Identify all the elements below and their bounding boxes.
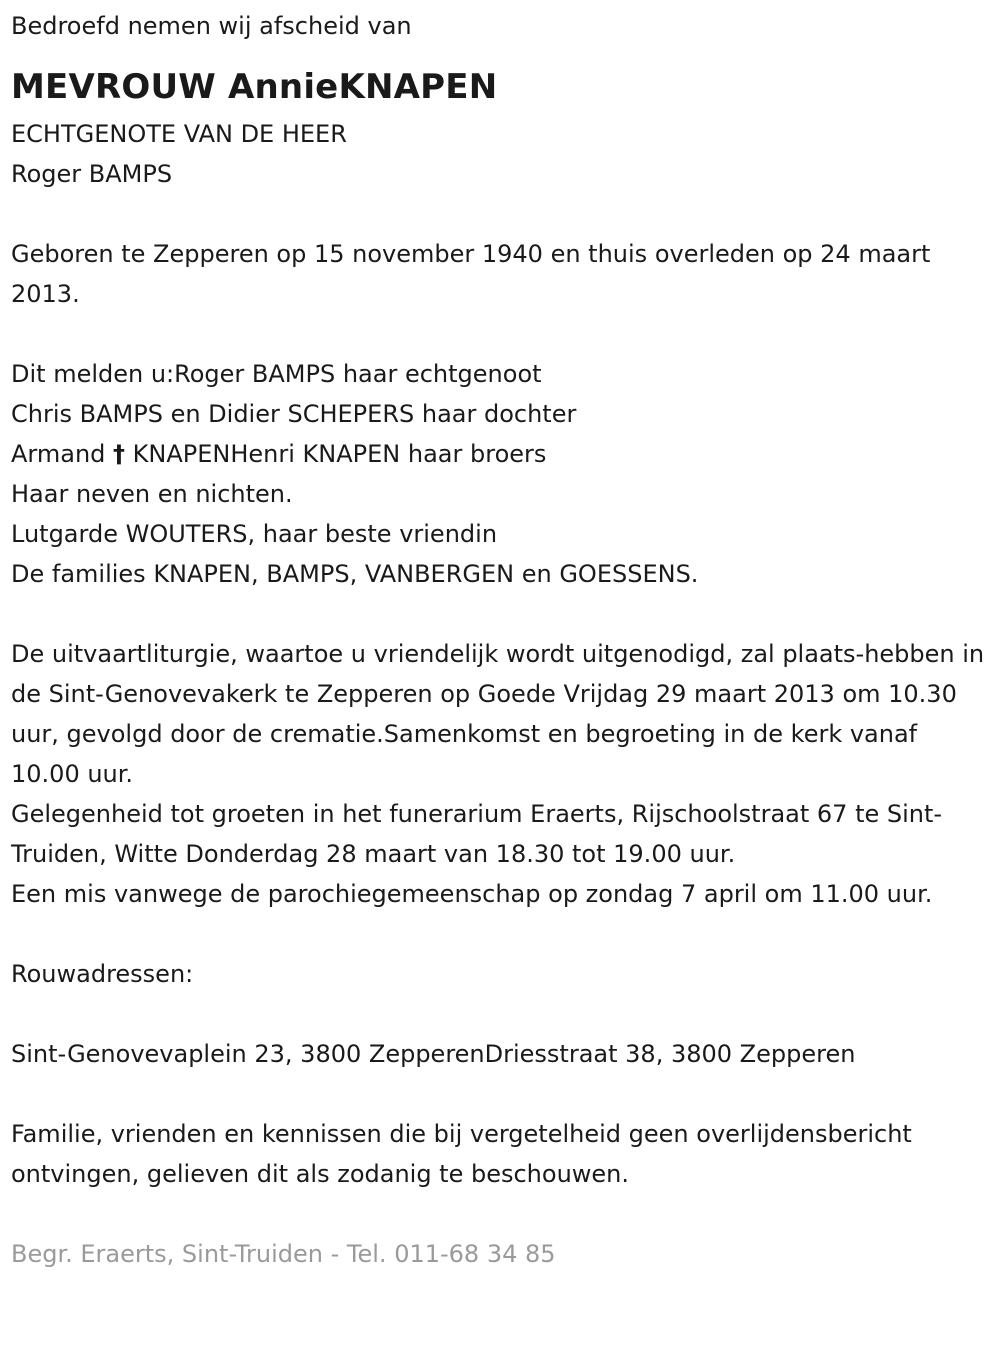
relative-line: Haar neven en nichten. [11, 480, 293, 508]
relative-line: De families KNAPEN, BAMPS, VANBERGEN en GOESSENS. [11, 560, 699, 588]
spacer [11, 994, 986, 1034]
relative-line: Chris BAMPS en Didier SCHEPERS haar dochter [11, 400, 577, 428]
intro-text: Bedroefd nemen wij afscheid van [11, 12, 412, 40]
spacer [11, 314, 986, 354]
spouse-name: Roger BAMPS [11, 160, 173, 188]
spacer [11, 1194, 986, 1234]
relatives-list [11, 354, 986, 594]
spacer [11, 1074, 986, 1114]
spacer [11, 594, 986, 634]
closing-text: Familie, vrienden en kennissen die bij vergetelheid geen overlijdensbericht ontvingen, gelieven dit als zodanig te beschouwen. [11, 1120, 912, 1188]
spacer [11, 194, 986, 234]
spacer [11, 914, 986, 954]
cross-icon: † [113, 440, 126, 468]
addresses-label: Rouwadressen: [11, 960, 194, 988]
deceased-name: MEVROUW AnnieKNAPEN [11, 67, 498, 107]
relative-text: Armand [11, 440, 114, 468]
relative-line [11, 434, 986, 474]
relative-line: Lutgarde WOUTERS, haar beste vriendin [11, 520, 498, 548]
relative-text: KNAPENHenri KNAPEN haar broers [125, 440, 547, 468]
undertaker-footer: Begr. Eraerts, Sint-Truiden - Tel. 011-68 34 85 [11, 1240, 556, 1268]
addresses-value: Sint-Genovevaplein 23, 3800 ZepperenDriesstraat 38, 3800 Zepperen [11, 1040, 856, 1068]
liturgy-text: De uitvaartliturgie, waartoe u vriendelijk wordt uitgenodigd, zal plaats-hebben in de Sint-Genovevakerk te Zepperen op Goede Vrijdag 29 maart 2013 om 10.30 uur, gevolgd door de crematie.Samenkomst en begroeting in de kerk vanaf 10.00 uur. [11, 640, 985, 788]
death-notice [11, 6, 986, 1274]
birth-death-text: Geboren te Zepperen op 15 november 1940 en thuis overleden op 24 maart 2013. [11, 240, 931, 308]
spouse-title: ECHTGENOTE VAN DE HEER [11, 120, 347, 148]
relative-line: Dit melden u:Roger BAMPS haar echtgenoot [11, 360, 542, 388]
viewing-text: Gelegenheid tot groeten in het funerarium Eraerts, Rijschoolstraat 67 te Sint-Truiden, Witte Donderdag 28 maart van 18.30 tot 19.00 uur. [11, 800, 943, 868]
mass-text: Een mis vanwege de parochiegemeenschap op zondag 7 april om 11.00 uur. [11, 880, 933, 908]
